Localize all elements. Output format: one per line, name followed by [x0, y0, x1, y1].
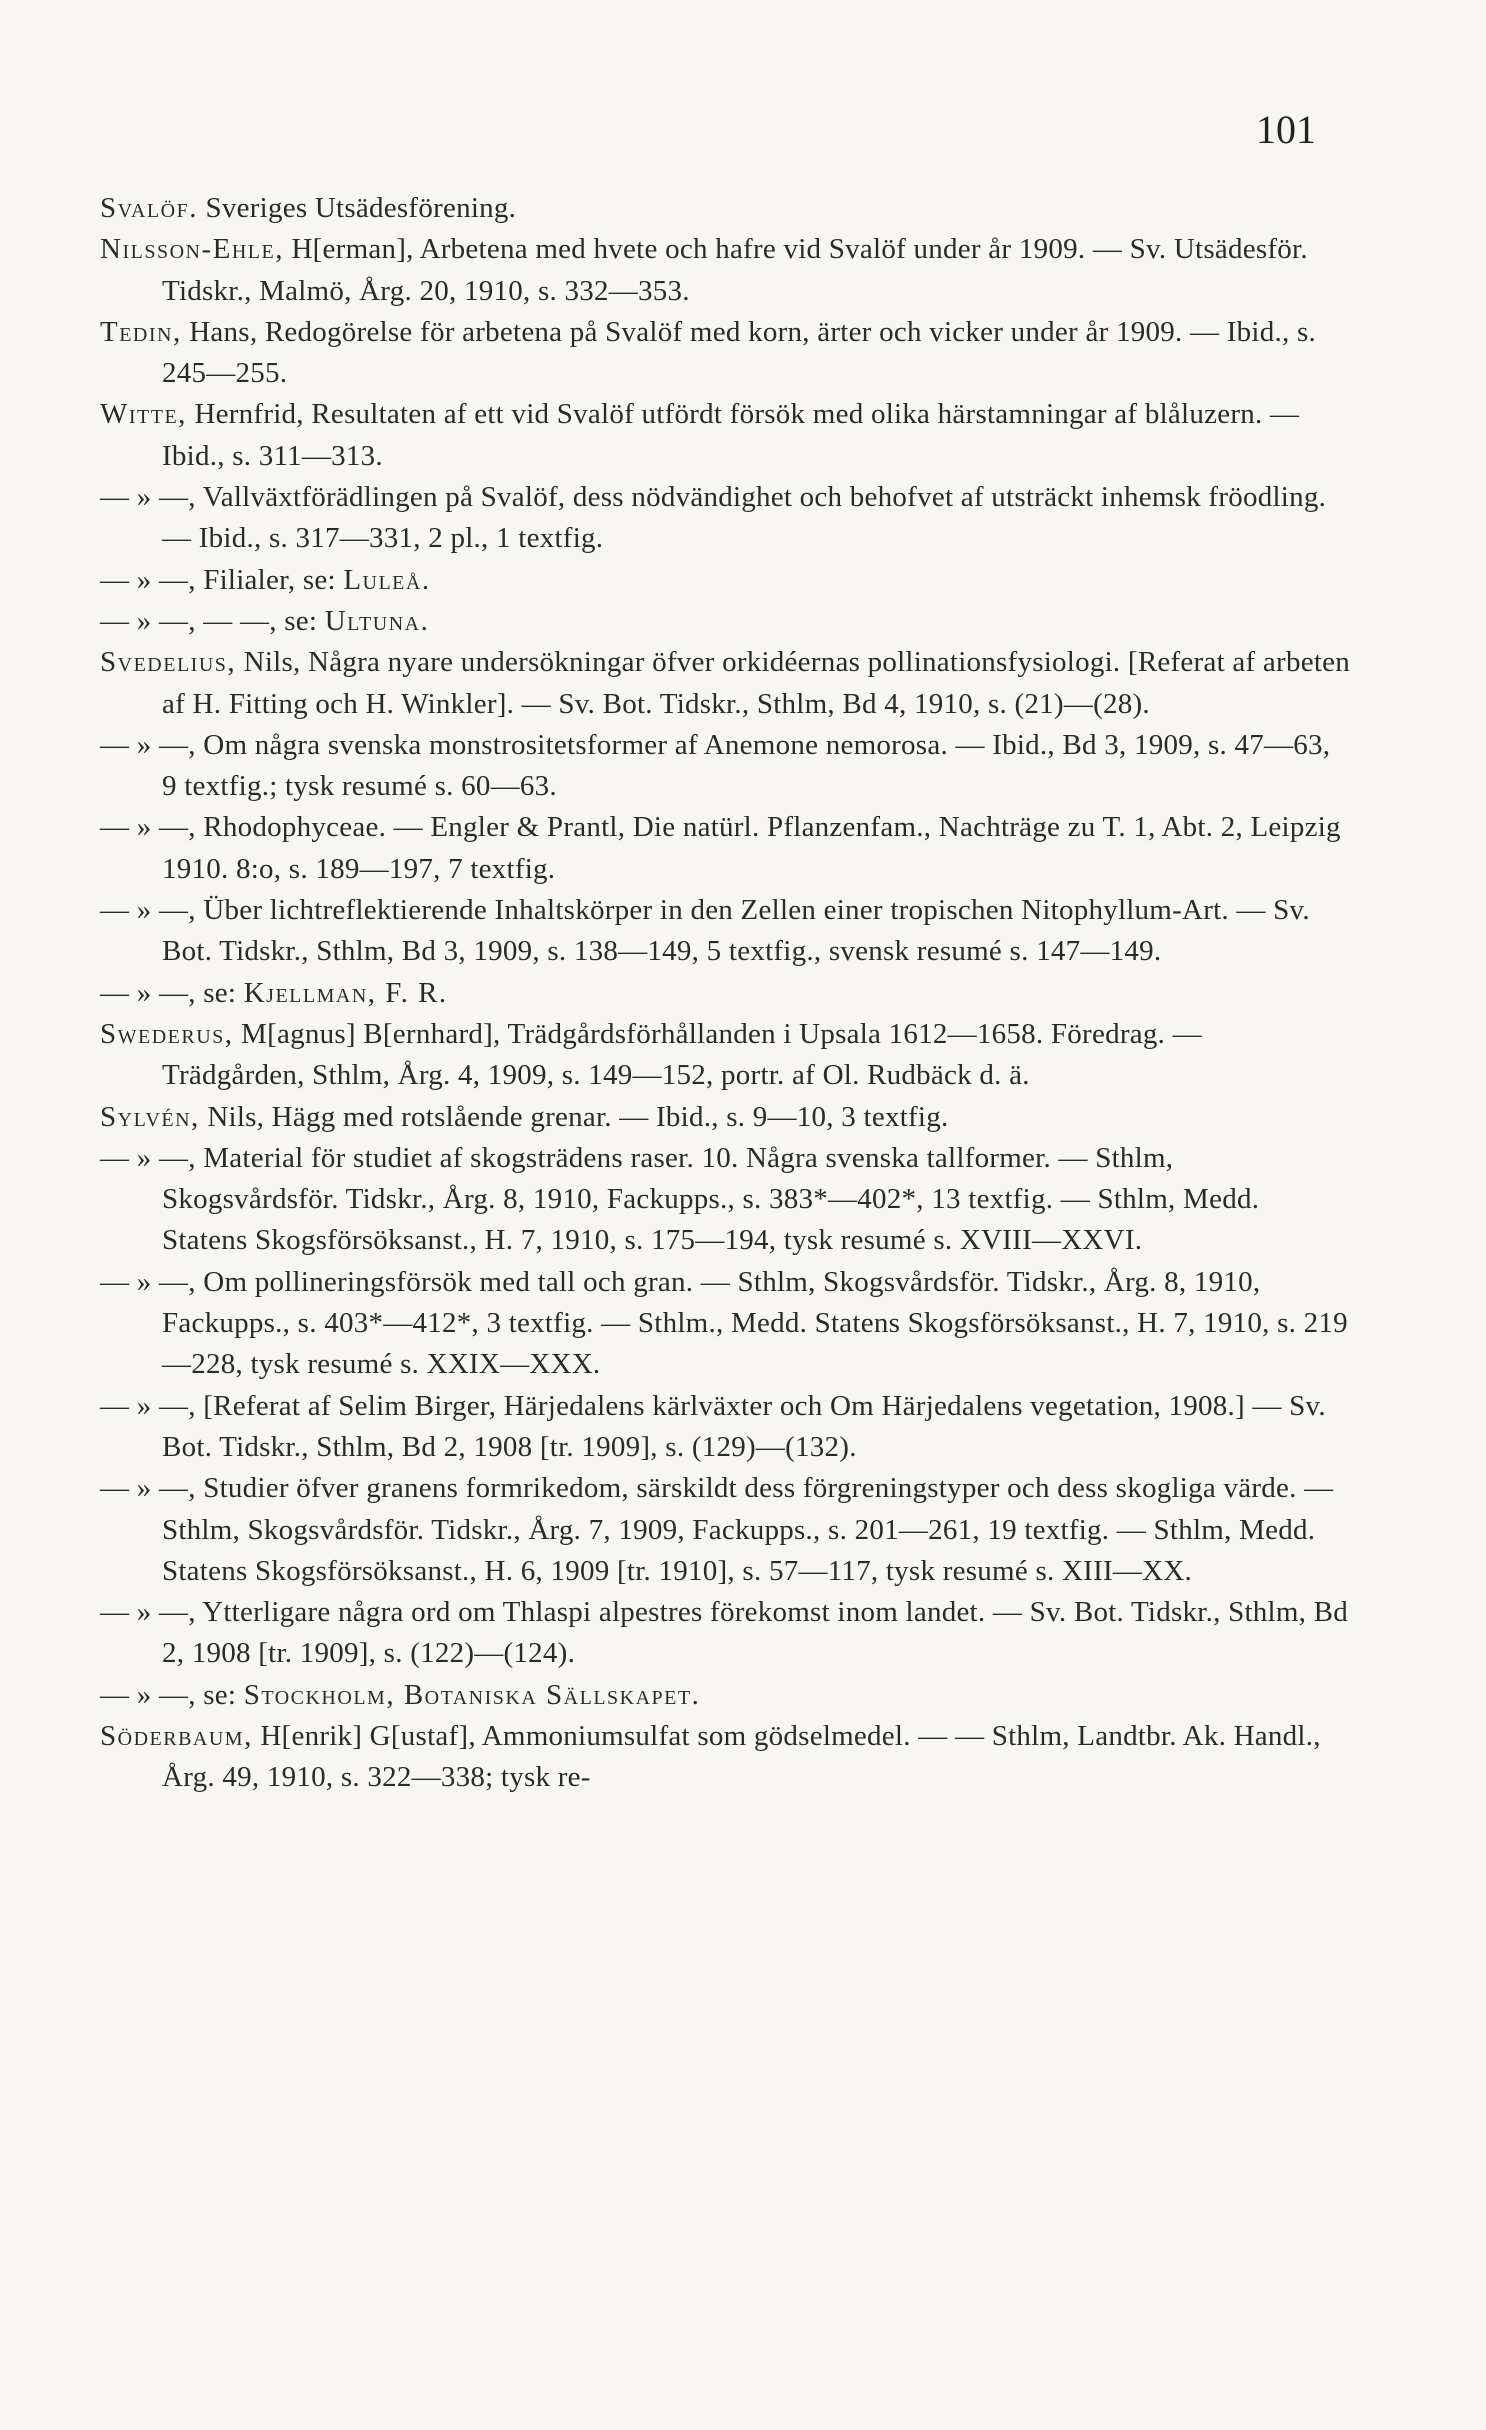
- entry-text: — » —, Studier öfver granens formrikedom, särskildt dess förgreningstyper och dess skogliga värde. — Sthlm, Skogsvårdsför. Tidskr., Årg. 7, 1909, Fackupps., s. 201—261, 19 textfig. — Sthlm, Medd. Statens Skogsförsöksanst., H. 6, 1909 [tr. 1910], s. 57—117, tysk resumé s. XIII—XX.: [100, 1472, 1334, 1587]
- entry-text: M[agnus] B[ernhard], Trädgårdsförhållanden i Upsala 1612—1658. Föredrag. — Trädgården, Sthlm, Årg. 4, 1909, s. 149—152, portr. af Ol. Rudbäck d. ä.: [162, 1017, 1202, 1092]
- bibliography-entry: [100, 1716, 1350, 1799]
- entry-text: — » —, Ytterligare några ord om Thlaspi alpestres förekomst inom landet. — Sv. Bot. Tidskr., Sthlm, Bd 2, 1908 [tr. 1909], s. (122)—(124).: [100, 1596, 1348, 1670]
- entry-text: H[erman], Arbetena med hvete och hafre vid Svalöf under år 1909. — Sv. Utsädesför. Tidskr., Malmö, Årg. 20, 1910, s. 332—353.: [162, 233, 1308, 307]
- entry-text: — » —, se:: [100, 1678, 244, 1711]
- bibliography-entry: [100, 1592, 1350, 1675]
- bibliography-entry: [100, 477, 1350, 560]
- entry-author: Witte,: [100, 398, 187, 431]
- entry-text: — » —, Filialer, se:: [100, 563, 344, 596]
- entry-text: — » —, — —, se:: [100, 604, 325, 637]
- entry-text: Nils, Hägg med rotslående grenar. — Ibid., s. 9—10, 3 textfig.: [199, 1100, 949, 1133]
- entry-text: — » —, [Referat af Selim Birger, Härjedalens kärlväxter och Om Härjedalens vegetation, 1908.] — Sv. Bot. Tidskr., Sthlm, Bd 2, 1908 [tr. 1909], s. (129)—(132).: [100, 1389, 1326, 1463]
- cross-reference: Luleå.: [343, 563, 431, 596]
- bibliography-entry: [100, 1262, 1350, 1386]
- entry-text: Nils, Några nyare undersökningar öfver orkidéernas pollinationsfysiologi. [Referat af arbeten af H. Fitting och H. Winkler]. — Sv. Bot. Tidskr., Sthlm, Bd 4, 1910, s. (21)—(28).: [162, 646, 1351, 720]
- entry-author: Swederus,: [100, 1017, 234, 1050]
- page-number: 101: [1256, 107, 1316, 152]
- entry-text: — » —, Material för studiet af skogsträdens raser. 10. Några svenska tallformer. — Sthlm, Skogsvårdsför. Tidskr., Årg. 8, 1910, Fackupps., s. 383*—402*, 13 textfig. — Sthlm, Medd. Statens Skogsförsöksanst., H. 7, 1910, s. 175—194, tysk resumé s. XVIII—XXVI.: [100, 1141, 1260, 1257]
- bibliography-entries: [100, 188, 1350, 1799]
- bibliography-entry: [100, 560, 1350, 601]
- cross-reference: Ultuna.: [324, 604, 430, 637]
- entry-text: Hans, Redogörelse för arbetena på Svalöf med korn, ärter och vicker under år 1909. — Ibid., s. 245—255.: [162, 315, 1316, 390]
- entry-text: H[enrik] G[ustaf], Ammoniumsulfat som gödselmedel. — — Sthlm, Landtbr. Ak. Handl., Årg. 49, 1910, s. 322—338; tysk re-: [162, 1719, 1321, 1794]
- bibliography-entry: [100, 601, 1350, 642]
- bibliography-entry: [100, 1097, 1350, 1138]
- bibliography-entry: [100, 1468, 1350, 1592]
- entry-author: Sylvén,: [100, 1100, 200, 1133]
- entry-author: Svalöf.: [100, 192, 198, 224]
- bibliography-entry: [100, 973, 1350, 1014]
- entry-text: — » —, Rhodophyceae. — Engler & Prantl, Die natürl. Pflanzenfam., Nachträge zu T. 1, Abt. 2, Leipzig 1910. 8:o, s. 189—197, 7 textfig.: [100, 811, 1341, 885]
- bibliography-entry: [100, 188, 1350, 229]
- bibliography-entry: [100, 1386, 1350, 1469]
- cross-reference: Stockholm, Botaniska Sällskapet.: [243, 1678, 701, 1711]
- bibliography-entry: [100, 725, 1350, 808]
- bibliography-entry: [100, 807, 1350, 890]
- entry-text: Sveriges Utsädesförening.: [197, 192, 517, 224]
- bibliography-entry: [100, 394, 1350, 477]
- entry-author: Svedelius,: [100, 646, 237, 679]
- bibliography-entry: [100, 312, 1350, 395]
- entry-author: Tedin,: [100, 315, 182, 348]
- bibliography-entry: [100, 642, 1350, 725]
- entry-text: — » —, Über lichtreflektierende Inhaltskörper in den Zellen einer tropischen Nitophyllum-Art. — Sv. Bot. Tidskr., Sthlm, Bd 3, 1909, s. 138—149, 5 textfig., svensk resumé s. 147—149.: [100, 894, 1310, 968]
- entry-author: Söderbaum,: [100, 1719, 253, 1752]
- entry-text: Hernfrid, Resultaten af ett vid Svalöf utfördt försök med olika härstamningar af blåluzern. — Ibid., s. 311—313.: [162, 398, 1300, 472]
- bibliography-entry: [100, 1138, 1350, 1262]
- bibliography-entry: [100, 1014, 1350, 1097]
- bibliography-entry: [100, 229, 1350, 312]
- cross-reference: Kjellman, F. R.: [243, 976, 448, 1009]
- entry-text: — » —, Om några svenska monstrositetsformer af Anemone nemorosa. — Ibid., Bd 3, 1909, s. 47—63, 9 textfig.; tysk resumé s. 60—63.: [100, 728, 1331, 803]
- bibliography-entry: [100, 890, 1350, 973]
- entry-author: Nilsson-Ehle,: [100, 233, 284, 266]
- bibliography-entry: [100, 1675, 1350, 1716]
- entry-text: — » —, se:: [100, 976, 244, 1009]
- entry-text: — » —, Om pollineringsförsök med tall och gran. — Sthlm, Skogsvårdsför. Tidskr., Årg. 8, 1910, Fackupps., s. 403*—412*, 3 textfig. — Sthlm., Medd. Statens Skogsförsöksanst., H. 7, 1910, s. 219—228, tysk resumé s. XXIX—XXX.: [100, 1265, 1348, 1381]
- entry-text: — » —, Vallväxtförädlingen på Svalöf, dess nödvändighet och behofvet af utsträckt inhemsk fröodling. — Ibid., s. 317—331, 2 pl., 1 textfig.: [100, 481, 1327, 555]
